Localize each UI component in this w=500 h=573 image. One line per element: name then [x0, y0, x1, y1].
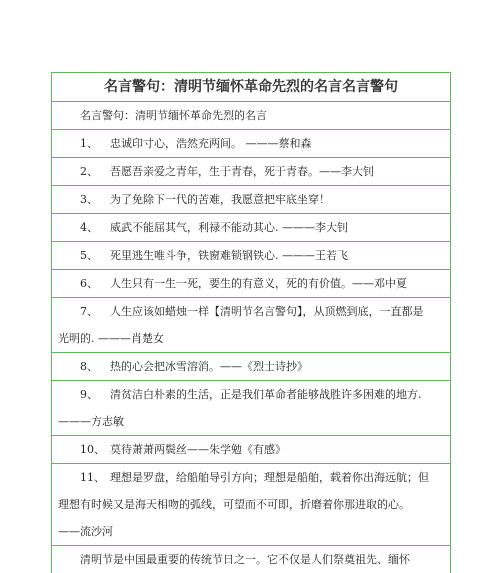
quote-number: 7、: [80, 305, 98, 318]
quote-item: [52, 130, 450, 158]
intro-line: 名言警句：清明节缅怀革命先烈的名言: [52, 102, 450, 130]
quote-text: 吾愿吾亲爱之青年，生于青春，死于青春。——李大钊: [110, 165, 374, 178]
quote-number: 9、: [80, 388, 98, 401]
quote-number: 1、: [80, 137, 98, 150]
quote-number: 11、: [80, 471, 105, 484]
quote-text: 清贫洁白朴素的生活，正是我们革命者能够战胜许多困难的地方.: [110, 388, 422, 401]
quote-number: 10、: [80, 443, 105, 456]
quote-text: 人生应该如蜡烛一样【清明节名言警句】，从顶燃到底，一直都是: [110, 305, 424, 318]
document-title: 名言警句：清明节缅怀革命先烈的名言名言警句: [52, 73, 450, 102]
quote-text: 热的心会把冰雪溶消。——《烈士诗抄》: [110, 360, 308, 373]
quote-number: 3、: [80, 193, 98, 206]
quote-continuation: ———方志敏: [52, 408, 450, 436]
quote-number: 4、: [80, 221, 98, 234]
quote-continuation: 光明的. ———肖楚女: [52, 325, 450, 353]
closing-paragraph: 清明节是中国最重要的传统节日之一。它不仅是人们祭奠祖先、缅怀: [80, 553, 410, 566]
quote-number: 6、: [80, 277, 98, 290]
quote-item: [52, 186, 450, 214]
quote-text: 死里逃生唯斗争，铁窗难锁钢铁心. ———王若飞: [110, 249, 348, 262]
quote-text: 威武不能屈其气，利禄不能动其心. ———李大钊: [110, 221, 348, 234]
quote-item: [52, 158, 450, 186]
quote-item: [52, 464, 450, 491]
quote-item: [52, 381, 450, 408]
quote-table: [51, 72, 451, 573]
quote-text: 理想是罗盘，给船舶导引方向；理想是船舶，载着你出海远航；但: [110, 471, 429, 484]
quote-item: [52, 270, 450, 298]
quote-text: 忠诚印寸心，浩然充两间。 ———蔡和森: [110, 137, 312, 150]
quote-number: 5、: [80, 249, 98, 262]
quote-text: 莫待萧萧两鬓丝——朱学勉《有感》: [110, 443, 286, 456]
quote-text: 人生只有一生一死，要生的有意义，死的有价值。——邓中夏: [110, 277, 407, 290]
quote-item: [52, 353, 450, 381]
quote-item: [52, 298, 450, 325]
quote-continuation: 理想有时候又是海天相吻的弧线，可望而不可即，折磨着你那进取的心。: [58, 498, 410, 511]
quote-number: 2、: [80, 165, 98, 178]
quote-number: 8、: [80, 360, 98, 373]
quote-item: [52, 242, 450, 270]
quote-item: [52, 436, 450, 464]
quote-item: [52, 214, 450, 242]
quote-text: 为了免除下一代的苦难，我愿意把牢底坐穿！: [110, 193, 330, 206]
quote-continuation: ——流沙河: [52, 518, 450, 546]
